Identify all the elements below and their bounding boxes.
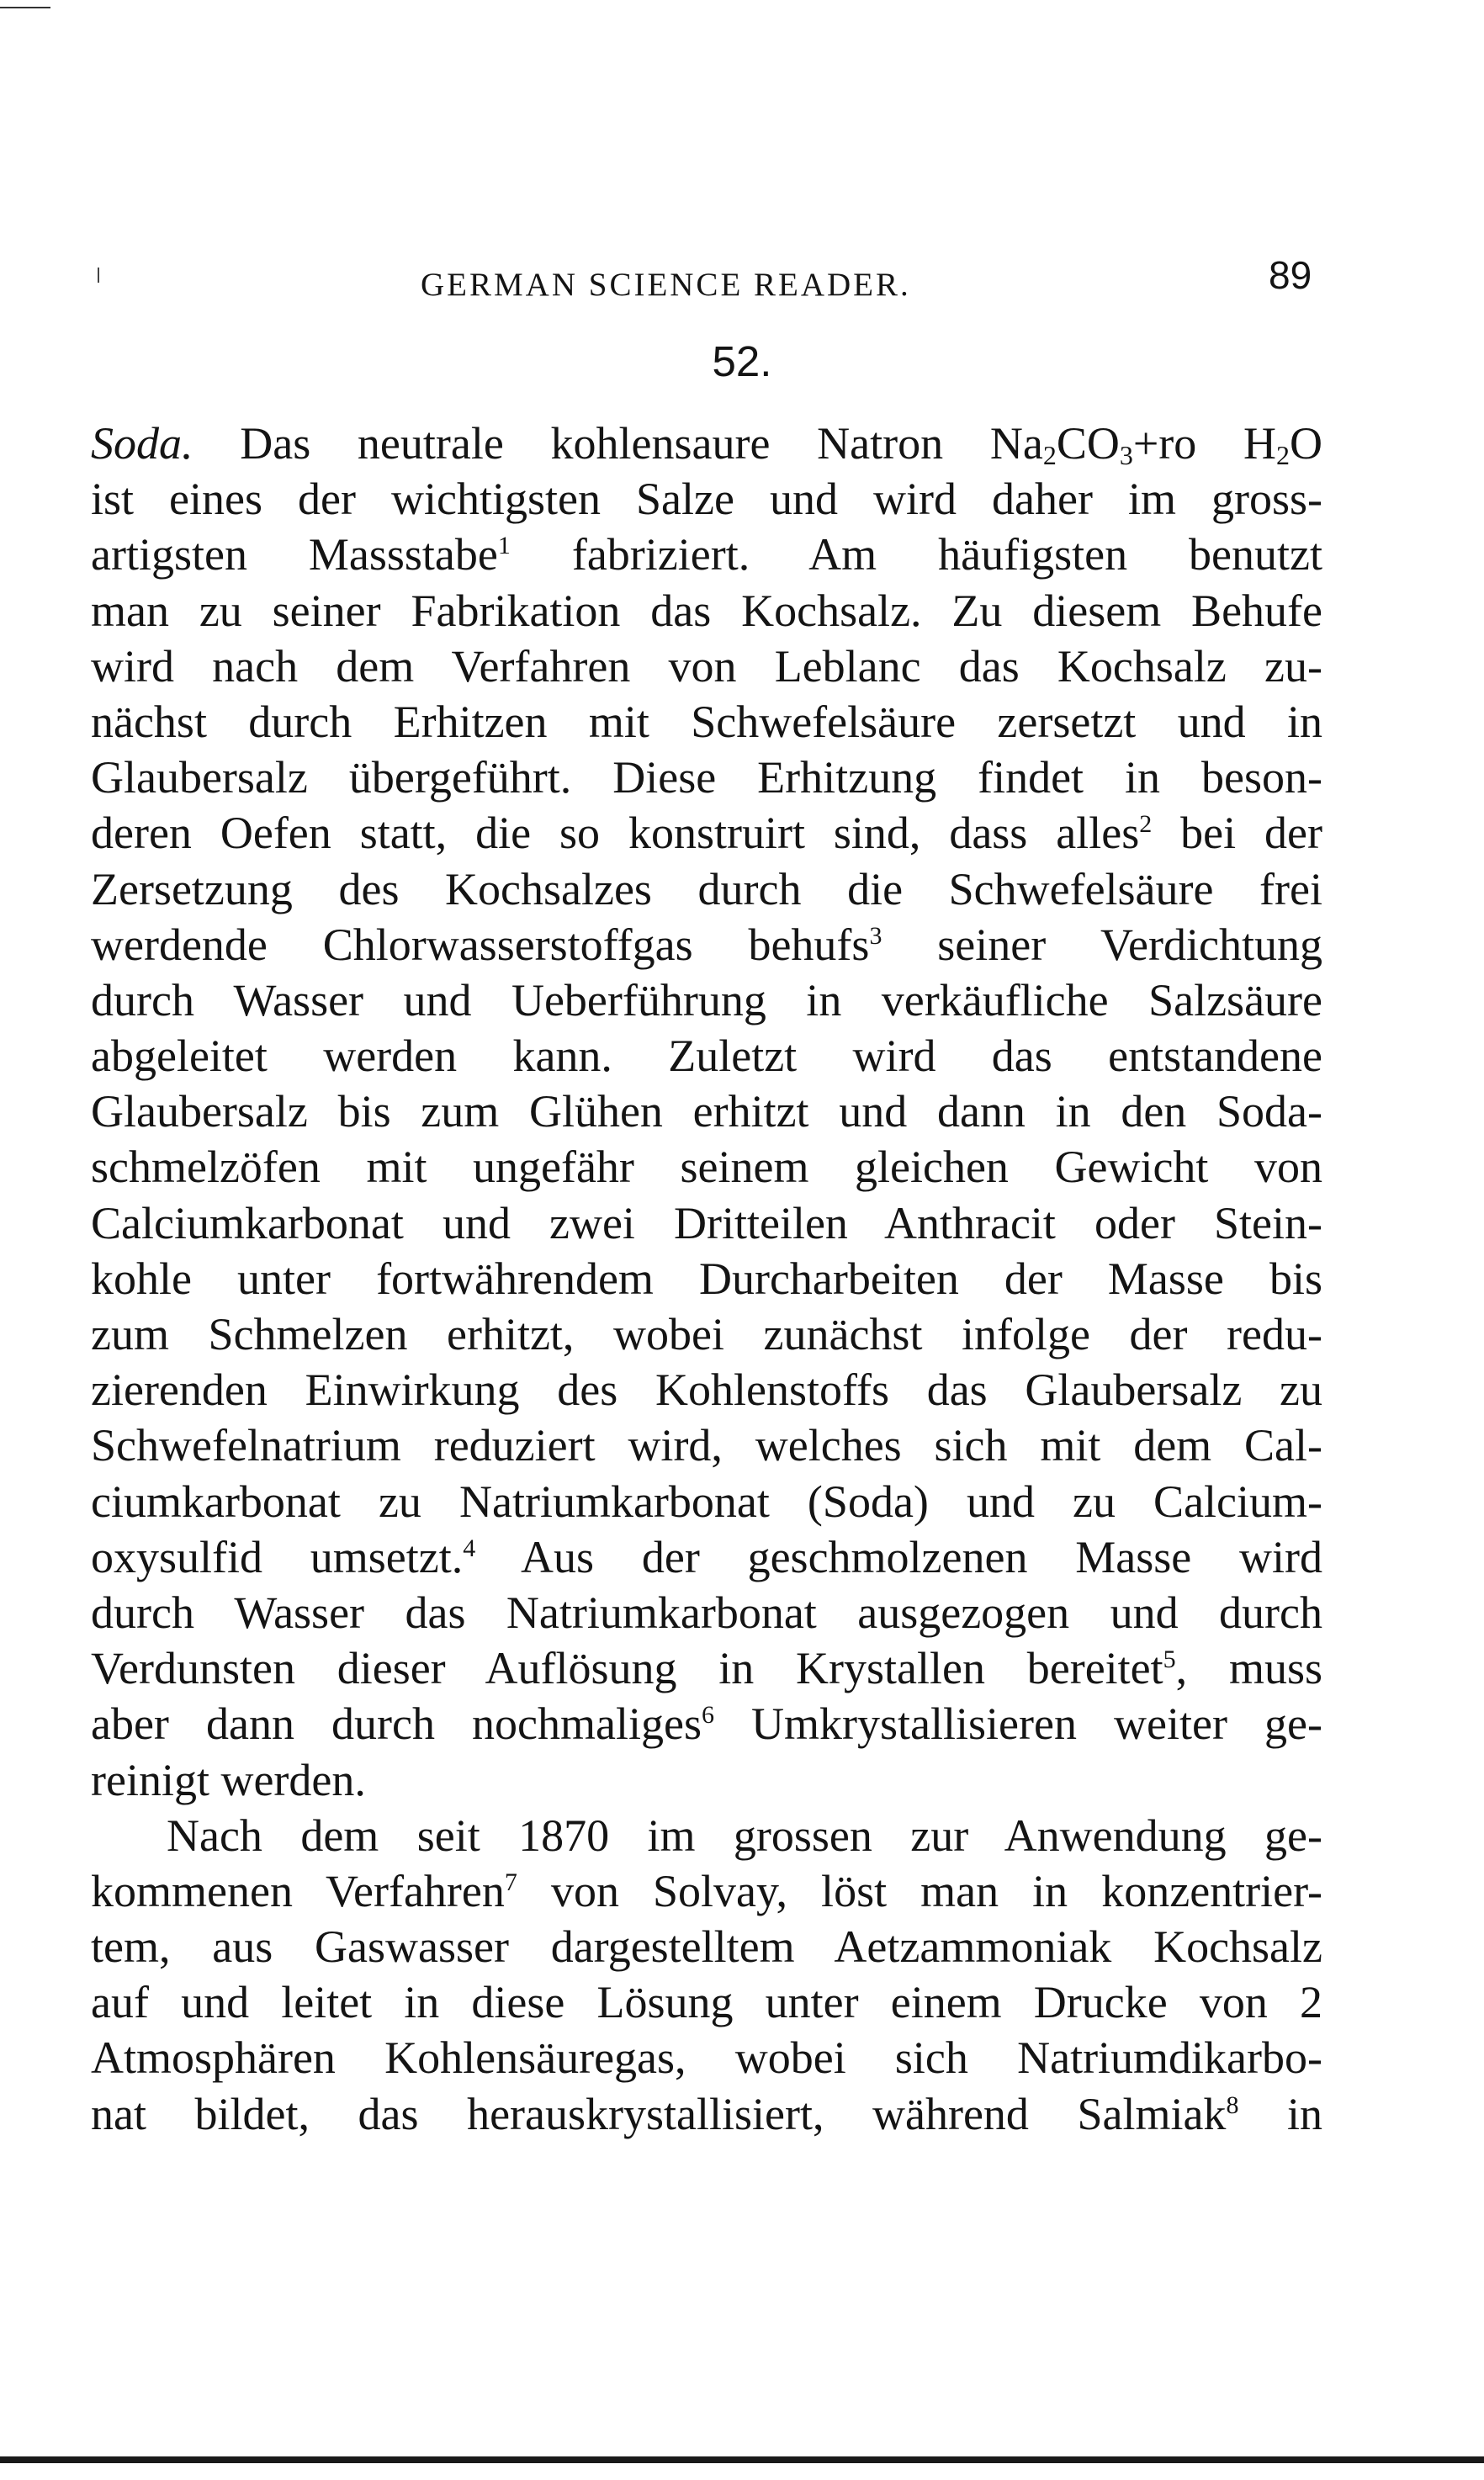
- footnote-marker: 5: [1163, 1645, 1176, 1674]
- footnote-marker: 2: [1139, 810, 1153, 839]
- text-line: [91, 416, 1322, 471]
- text-line: Glaubersalz bis zum Glühen erhitzt und dann in den Soda-: [91, 1086, 1322, 1137]
- text-fragment: Aus der geschmolzenen Masse wird: [475, 1531, 1322, 1582]
- subscript: 2: [1276, 440, 1290, 470]
- margin-mark: [98, 268, 99, 283]
- text-line: zierenden Einwirkung des Kohlenstoffs das Glaubersalz zu: [91, 1365, 1322, 1416]
- text-line: [91, 1529, 1322, 1585]
- text-fragment: werdende Chlorwasserstoffgas behufs: [91, 919, 870, 970]
- footnote-marker: 8: [1226, 2091, 1239, 2119]
- text-fragment: oxysulfid umsetzt.: [91, 1531, 464, 1582]
- text-line: [91, 805, 1322, 861]
- text-line: zum Schmelzen erhitzt, wobei zunächst infolge der redu-: [91, 1309, 1322, 1359]
- text-line: durch Wasser und Ueberführung in verkäufliche Salzsäure: [91, 974, 1322, 1025]
- text-fragment: Das neutrale kohlensaure Natron Na: [193, 418, 1043, 469]
- text-line: abgeleitet werden kann. Zuletzt wird das entstandene: [91, 1031, 1322, 1082]
- scan-edge-mark: [0, 7, 50, 8]
- text-line: [91, 917, 1322, 972]
- text-fragment: in: [1238, 2088, 1322, 2139]
- section-title: Soda.: [91, 418, 193, 469]
- text-fragment: deren Oefen statt, die so konstruirt sind, dass alles: [91, 808, 1140, 859]
- text-line: tem, aus Gaswasser dargestelltem Aetzammoniak Kochsalz: [91, 1921, 1322, 1973]
- footnote-marker: 3: [869, 921, 882, 950]
- page-number: 89: [1269, 253, 1312, 297]
- text-line: ciumkarbonat zu Natriumkarbonat (Soda) und zu Calcium-: [91, 1476, 1322, 1527]
- text-fragment: seiner Verdichtung: [882, 919, 1322, 970]
- subscript: 3: [1119, 440, 1133, 470]
- text-fragment: , muss: [1175, 1643, 1322, 1694]
- text-line: [91, 1863, 1322, 1919]
- section-number: 52.: [712, 337, 772, 385]
- text-fragment: CO: [1056, 418, 1120, 469]
- text-fragment: fabriziert. Am häufigsten benutzt: [510, 529, 1322, 580]
- footnote-marker: 4: [463, 1534, 476, 1562]
- text-line: [91, 1696, 1322, 1751]
- text-line: auf und leitet in diese Lösung unter einem Drucke von 2: [91, 1977, 1322, 2028]
- text-line: man zu seiner Fabrikation das Kochsalz. Zu diesem Behufe: [91, 585, 1322, 636]
- text-fragment: +ro H: [1132, 418, 1276, 469]
- text-fragment: Umkrystallisieren weiter ge-: [713, 1698, 1322, 1750]
- text-line: schmelzöfen mit ungefähr seinem gleichen Gewicht von: [91, 1142, 1322, 1193]
- text-line: [91, 527, 1322, 582]
- text-line: [91, 2086, 1322, 2142]
- footnote-marker: 7: [504, 1868, 517, 1896]
- text-line: Glaubersalz übergeführt. Diese Erhitzung findet in beson-: [91, 752, 1322, 803]
- text-fragment: artigsten Massstabe: [91, 529, 498, 580]
- text-fragment: Verdunsten dieser Auflösung in Krystallen bereitet: [91, 1643, 1163, 1694]
- footnote-marker: 1: [497, 532, 511, 560]
- text-fragment: bei der: [1152, 808, 1322, 859]
- text-fragment: O: [1290, 418, 1322, 469]
- body-text: [91, 416, 1322, 2142]
- subscript: 2: [1042, 440, 1057, 470]
- text-fragment: aber dann durch nochmaliges: [91, 1698, 702, 1750]
- text-line: ist eines der wichtigsten Salze und wird daher im gross-: [91, 474, 1322, 525]
- paragraph-start-line: Nach dem seit 1870 im grossen zur Anwendung ge-: [167, 1810, 1322, 1861]
- text-fragment: nat bildet, das herauskrystallisiert, während Salmiak: [91, 2088, 1227, 2139]
- text-line: nächst durch Erhitzen mit Schwefelsäure zersetzt und in: [91, 696, 1322, 747]
- text-fragment: von Solvay, löst man in konzentrier-: [517, 1865, 1323, 1916]
- text-line: Calciumkarbonat und zwei Dritteilen Anthracit oder Stein-: [91, 1197, 1322, 1248]
- text-line: [91, 1640, 1322, 1696]
- text-line: reinigt werden.: [91, 1754, 366, 1805]
- text-line: durch Wasser das Natriumkarbonat ausgezogen und durch: [91, 1587, 1322, 1638]
- scan-bottom-border: [0, 2456, 1484, 2463]
- running-head: GERMAN SCIENCE READER.: [421, 267, 911, 303]
- text-line: Atmosphären Kohlensäuregas, wobei sich Natriumdikarbo-: [91, 2032, 1322, 2084]
- text-fragment: kommenen Verfahren: [91, 1865, 505, 1916]
- text-line: kohle unter fortwährendem Durcharbeiten der Masse bis: [91, 1253, 1322, 1304]
- text-line: Zersetzung des Kochsalzes durch die Schwefelsäure frei: [91, 863, 1322, 914]
- footnote-marker: 6: [701, 1701, 714, 1730]
- text-line: wird nach dem Verfahren von Leblanc das Kochsalz zu-: [91, 640, 1322, 692]
- text-line: Schwefelnatrium reduziert wird, welches sich mit dem Cal-: [91, 1420, 1322, 1471]
